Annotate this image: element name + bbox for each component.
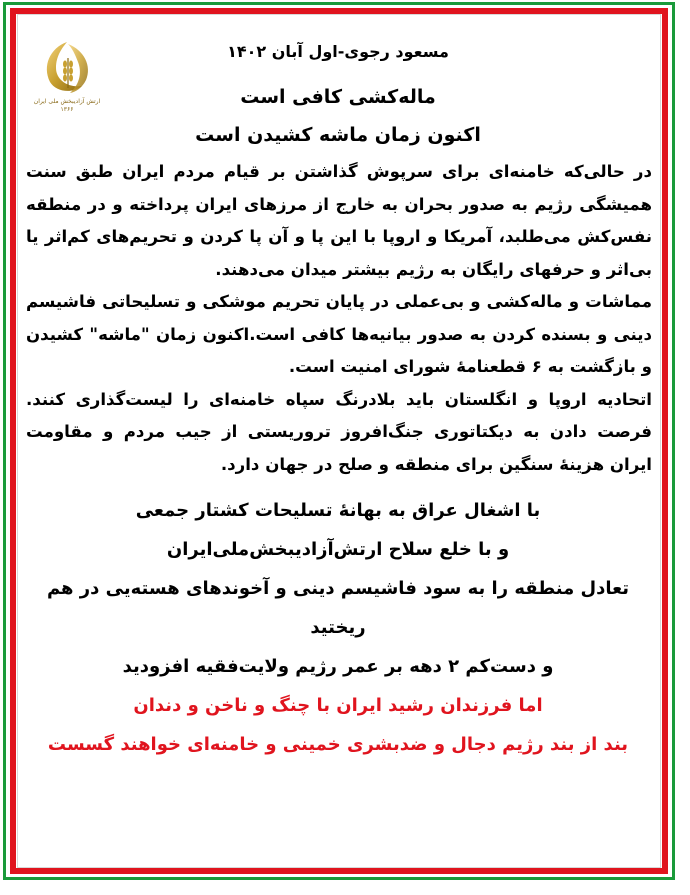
author-date-byline: مسعود رجوی-اول آبان ۱۴۰۲ xyxy=(227,42,449,61)
closing-line: تعادل منطقه را به سود فاشیسم دینی و آخوندهای هسته‌یی در هم ریختید xyxy=(46,578,630,638)
body-paragraph: در حالی‌که خامنه‌ای برای سرپوش گذاشتن بر قیام مردم ایران طبق سنت همیشگی رژیم به صدور بحران به خارج از مرزهای ایران پرداخته و در منطقه نفس‌کش می‌طلبد، آمریکا و اروپا با این پا و آن پا کردن و تحریم‌های کم‌اثر یا بی‌اثر و حرفهای رایگان به رژیم بیشتر میدان می‌دهند. xyxy=(26,162,652,279)
body-paragraph: مماشات و ماله‌کشی و بی‌عملی در پایان تحریم موشکی و تسلیحاتی فاشیسم دینی و بسنده کردن به صدور بیانیه‌ها کافی است.اکنون زمان "ماشه" کشیدن و بازگشت به ۶ قطعنامهٔ شورای امنیت است. xyxy=(26,292,652,376)
closing-red-line: اما فرزندان رشید ایران با چنگ و ناخن و دندان xyxy=(133,695,543,716)
closing-line: و با خلع سلاح ارتش‌آزادیبخش‌ملی‌ایران xyxy=(166,539,510,560)
closing-line: با اشغال عراق به بهانهٔ تسلیحات کشتار جمعی xyxy=(135,500,541,521)
headline-primary: ماله‌کشی کافی است xyxy=(240,86,436,108)
body-paragraph: اتحادیه اروپا و انگلستان باید بلادرنگ سپاه خامنه‌ای را لیست‌گذاری کنند. فرصت دادن به دیکتاتوری جنگ‌افروز تروریستی از جیب مردم و مقاومت ایران هزینهٔ سنگین برای منطقه و صلح در جهان دارد. xyxy=(26,389,652,474)
wheat-emblem-icon xyxy=(32,38,102,98)
nla-logo xyxy=(32,38,102,118)
closing-line: و دست‌کم ۲ دهه بر عمر رژیم ولایت‌فقیه افزودید xyxy=(122,656,554,677)
headline-secondary: اکنون زمان ماشه کشیدن است xyxy=(195,124,481,146)
closing-red-line: بند از بند رژیم دجال و ضدبشری خمینی و خامنه‌ای خواهند گسست xyxy=(47,734,629,755)
logo-caption: ارتش آزادیبخش ملی ایران ۱۳۶۶ xyxy=(33,98,101,113)
statement-page xyxy=(24,20,652,865)
